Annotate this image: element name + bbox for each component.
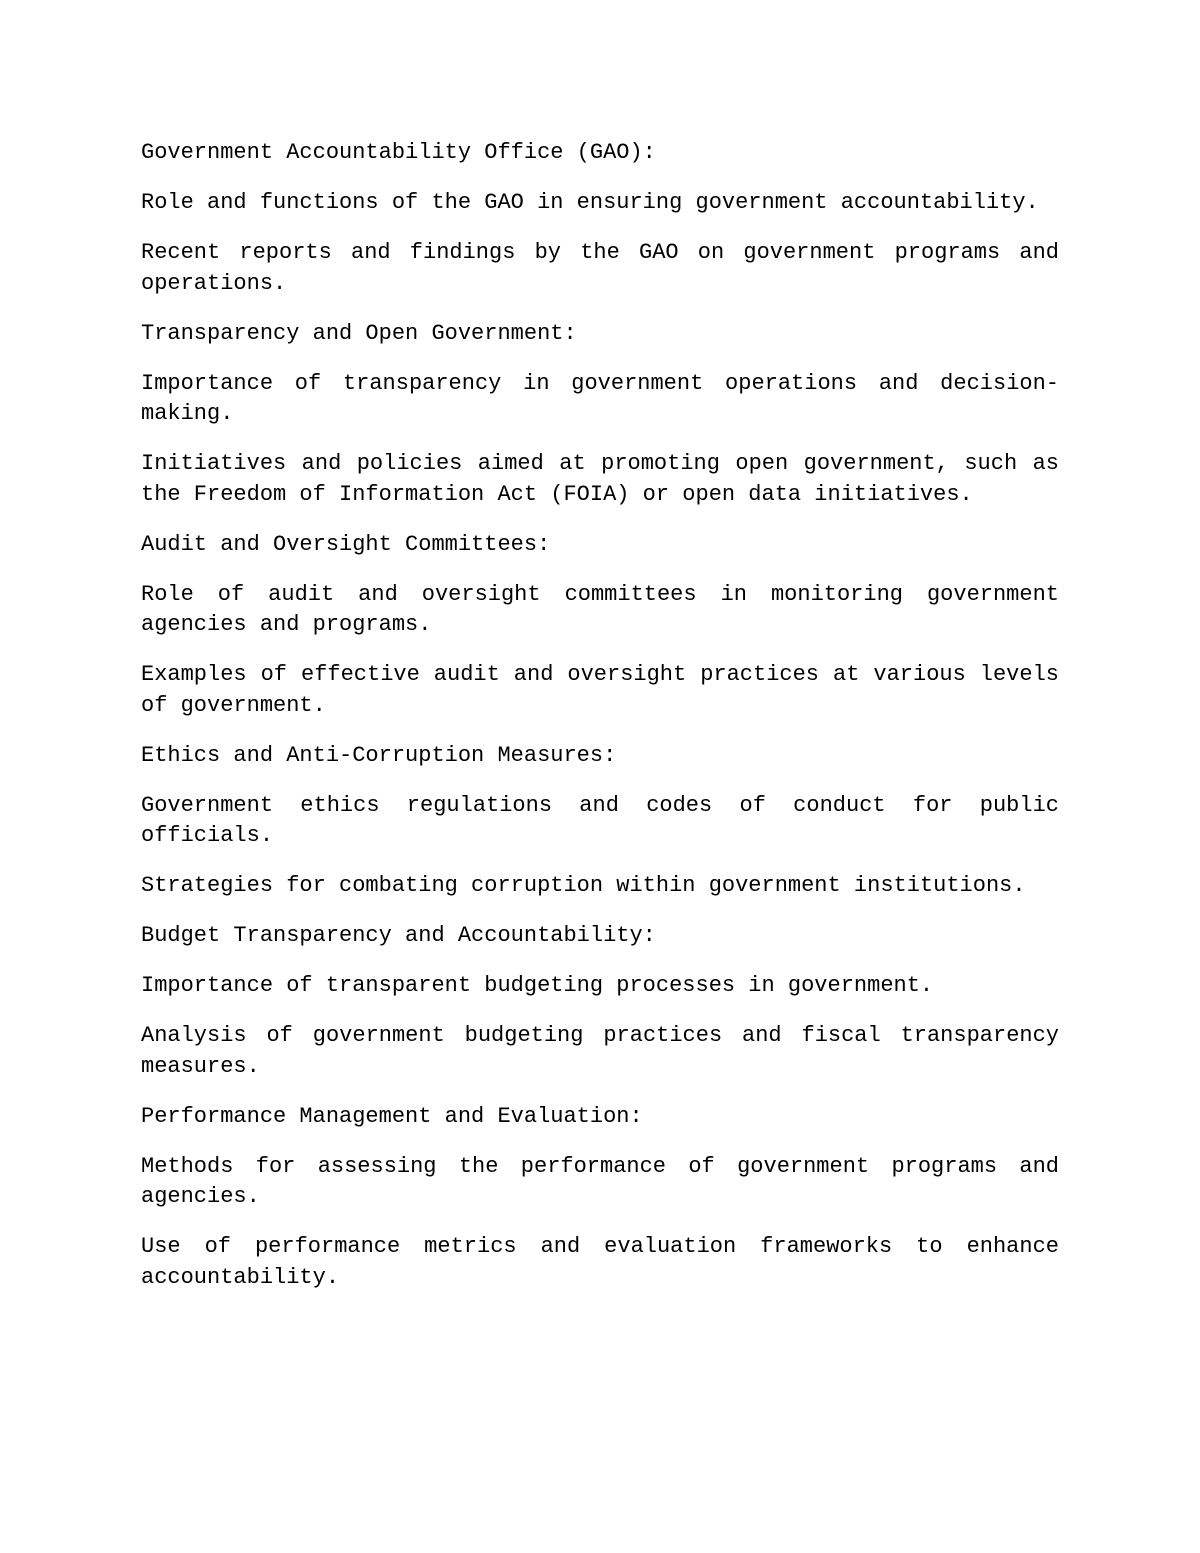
section-heading-budget: Budget Transparency and Accountability:: [141, 923, 656, 948]
paragraph-gao-role: Role and functions of the GAO in ensuring government accountability.: [141, 190, 1039, 215]
paragraph-budget-analysis: Analysis of government budgeting practices and fiscal transparency measures.: [141, 1023, 1059, 1079]
paragraph-audit-role: Role of audit and oversight committees in monitoring government agencies and programs.: [141, 581, 1059, 637]
section-heading-ethics: Ethics and Anti-Corruption Measures:: [141, 742, 617, 768]
paragraph-transparency-importance: Importance of transparency in government operations and decision-making.: [141, 370, 1059, 426]
section-heading-audit: Audit and Oversight Committees:: [141, 531, 551, 557]
paragraph-audit-examples: Examples of effective audit and oversight practices at various levels of government.: [141, 662, 1059, 718]
paragraph-budget-importance: Importance of transparent budgeting processes in government.: [141, 973, 934, 998]
paragraph-performance-metrics: Use of performance metrics and evaluation frameworks to enhance accountability.: [141, 1234, 1059, 1290]
paragraph-gao-reports: Recent reports and findings by the GAO on government programs and operations.: [141, 240, 1059, 296]
paragraph-open-government-initiatives: Initiatives and policies aimed at promoting open government, such as the Freedom of Information Act (FOIA) or open data initiatives.: [141, 451, 1059, 507]
section-heading-transparency: Transparency and Open Government:: [141, 320, 577, 346]
paragraph-performance-methods: Methods for assessing the performance of government programs and agencies.: [141, 1153, 1059, 1209]
document-page: [141, 138, 1059, 1313]
paragraph-ethics-regulations: Government ethics regulations and codes of conduct for public officials.: [141, 792, 1059, 848]
section-heading-performance: Performance Management and Evaluation:: [141, 1103, 643, 1129]
paragraph-anti-corruption-strategies: Strategies for combating corruption within government institutions.: [141, 873, 1026, 898]
section-heading-gao: Government Accountability Office (GAO):: [141, 140, 656, 165]
